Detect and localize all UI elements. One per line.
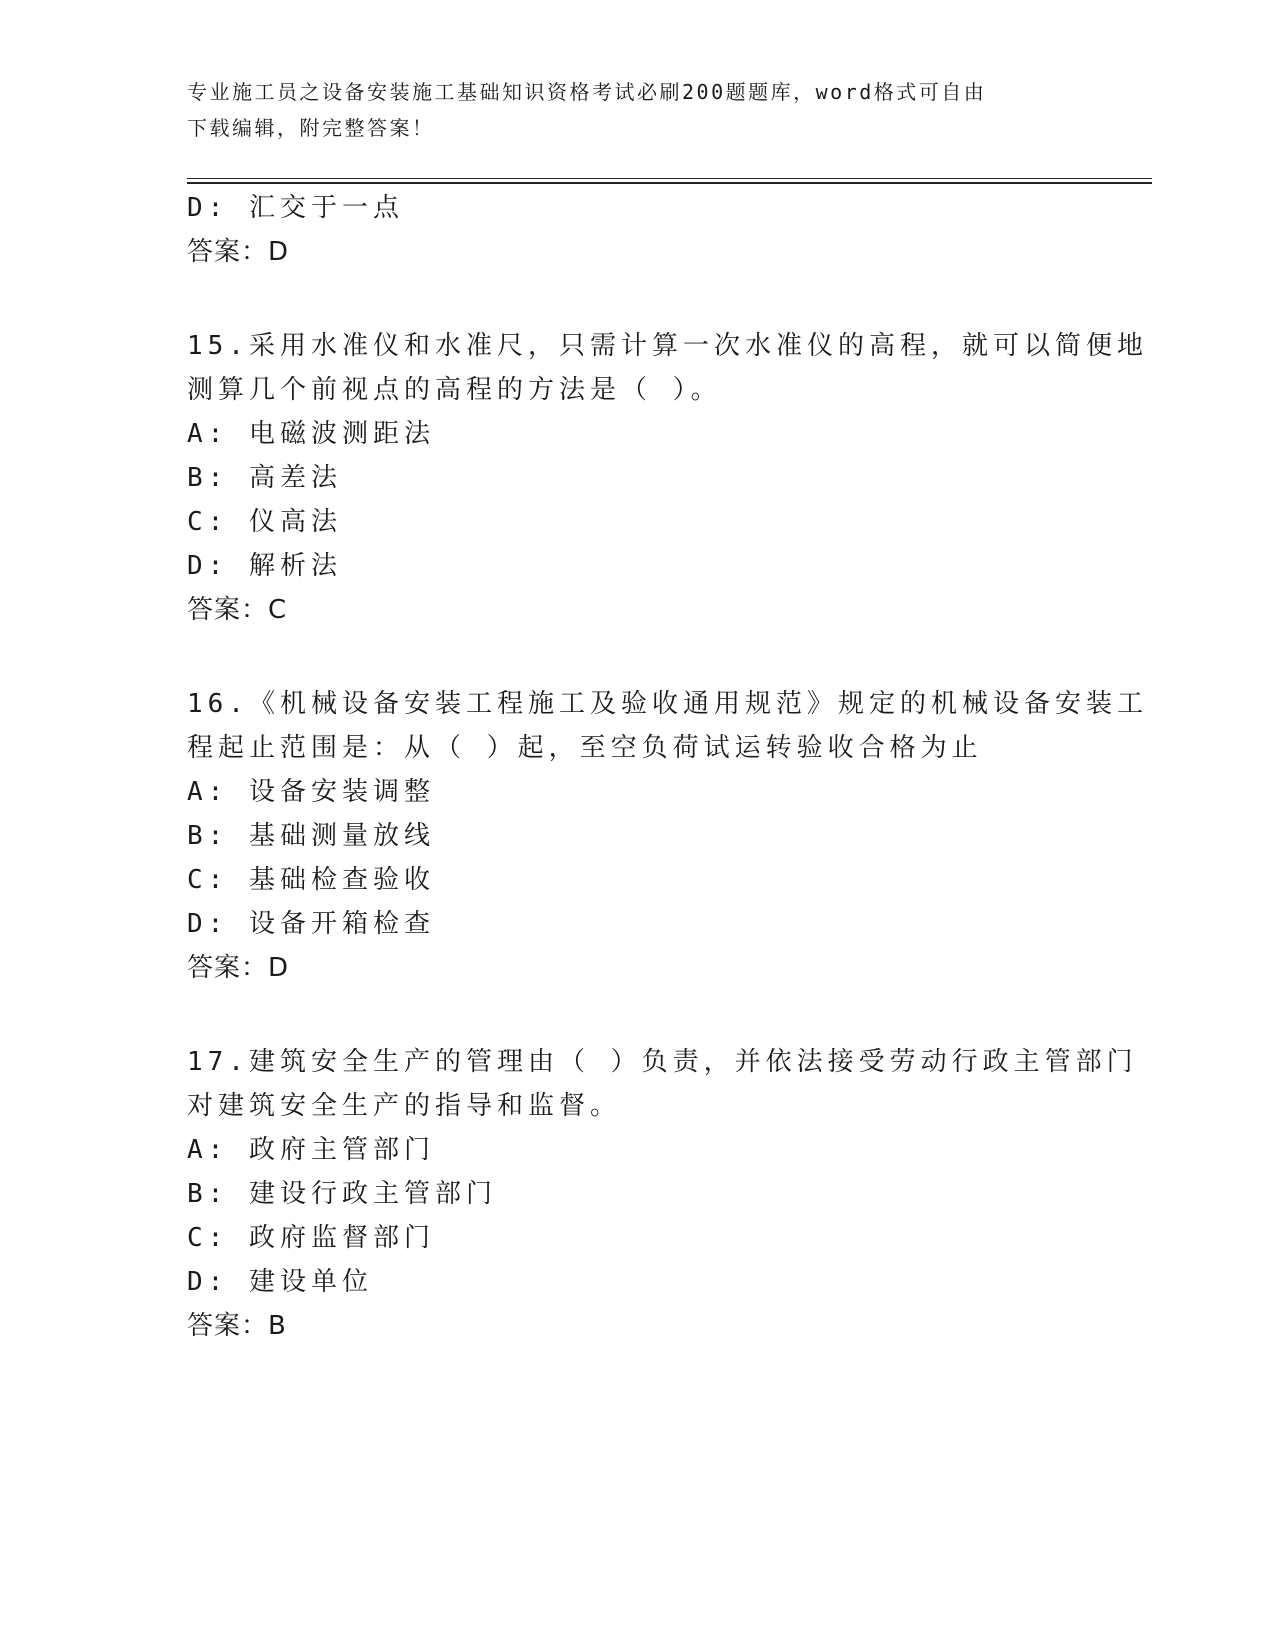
- question-17-option-c: C: 政府监督部门: [187, 1223, 435, 1253]
- question-17-option-b: B: 建设行政主管部门: [187, 1179, 497, 1209]
- question-16-stem-line-1: 16.《机械设备安装工程施工及验收通用规范》规定的机械设备安装工: [187, 689, 1148, 719]
- page-header: [187, 74, 1087, 146]
- header-line-1: 专业施工员之设备安装施工基础知识资格考试必刷200题题库，word格式可自由: [187, 80, 987, 104]
- question-17-stem-line-1: 17.建筑安全生产的管理由（ ）负责，并依法接受劳动行政主管部门: [187, 1047, 1138, 1077]
- question-17-stem-line-2: 对建筑安全生产的指导和监督。: [187, 1091, 622, 1121]
- question-16-option-a: A: 设备安装调整: [187, 777, 435, 807]
- question-15-stem-line-1: 15.采用水准仪和水准尺，只需计算一次水准仪的高程，就可以简便地: [187, 331, 1148, 361]
- header-divider: [187, 178, 1152, 184]
- question-16-stem-line-2: 程起止范围是：从（ ）起，至空负荷试运转验收合格为止: [187, 733, 983, 763]
- prev-option-d: D: 汇交于一点: [187, 193, 404, 223]
- question-15-option-b: B: 高差法: [187, 463, 342, 493]
- question-16-option-c: C: 基础检查验收: [187, 865, 435, 895]
- question-15-stem-line-2: 测算几个前视点的高程的方法是（ ）。: [187, 375, 722, 405]
- header-line-2: 下载编辑，附完整答案！: [187, 116, 435, 140]
- question-16-option-d: D: 设备开箱检查: [187, 909, 435, 939]
- question-15-option-a: A: 电磁波测距法: [187, 419, 435, 449]
- question-16-option-b: B: 基础测量放线: [187, 821, 435, 851]
- question-15-option-d: D: 解析法: [187, 551, 342, 581]
- question-17-option-d: D: 建设单位: [187, 1267, 373, 1297]
- question-16-answer: 答案：D: [187, 953, 290, 983]
- question-15-option-c: C: 仪高法: [187, 507, 342, 537]
- question-17-option-a: A: 政府主管部门: [187, 1135, 435, 1165]
- question-15-answer: 答案：C: [187, 595, 288, 625]
- question-17-answer: 答案：B: [187, 1311, 287, 1341]
- prev-answer: 答案：D: [187, 237, 290, 267]
